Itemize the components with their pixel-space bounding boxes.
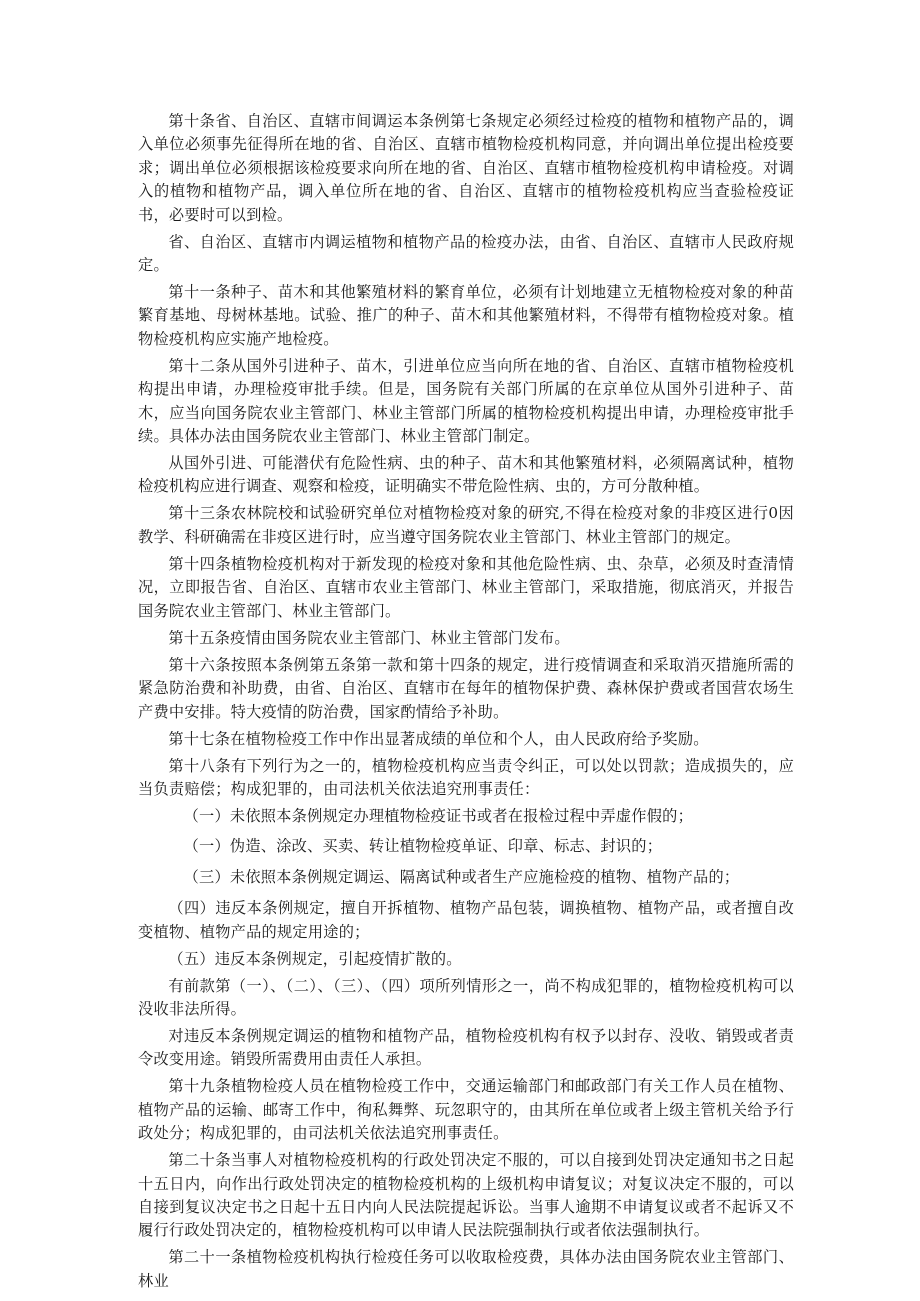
article-18-item-2: （一）伪造、涂改、买卖、转让植物检疫单证、印章、标志、封识的；	[183, 837, 663, 856]
article-18-item-1: （一）未依照本条例规定办理植物检疫证书或者在报检过程中弄虚作假的；	[183, 806, 694, 825]
article-18-paragraph: 第十八条有下列行为之一的，植物检疫机构应当责令纠正，可以处以罚款；造成损失的，应当负责赔偿；构成犯罪的，由司法机关依法追究刑事责任：	[138, 756, 794, 798]
article-14-paragraph: 第十四条植物检疫机构对于新发现的检疫对象和其他危险性病、虫、杂草，必须及时查清情况，立即报告省、自治区、直辖市农业主管部门、林业主管部门，采取措施，彻底消灭，并报告国务院农业主管部门、林业主管部门。	[138, 554, 794, 620]
article-13-paragraph: 第十三条农林院校和试验研究单位对植物检疫对象的研究,不得在检疫对象的非疫区进行0因教学、科研确需在非疫区进行时，应当遵守国务院农业主管部门、林业主管部门的规定。	[138, 504, 794, 546]
article-10-paragraph: 第十条省、自治区、直辖市间调运本条例第七条规定必须经过检疫的植物和植物产品的，调入单位必须事先征得所在地的省、自治区、直辖市植物检疫机构同意，并向调出单位提出检疫要求；调出单位必须根据该检疫要求向所在地的省、自治区、直辖市植物检疫机构申请检疫。对调入的植物和植物产品，调入单位所在地的省、自治区、直辖市的植物检疫机构应当查验检疫证书，必要时可以到检。	[138, 112, 794, 224]
article-18-item-3: （三）未依照本条例规定调运、隔离试种或者生产应施检疫的植物、植物产品的；	[183, 867, 740, 886]
article-18-seizure-paragraph: 对违反本条例规定调运的植物和植物产品，植物检疫机构有权予以封存、没收、销毁或者责令改变用途。销毁所需费用由责任人承担。	[138, 1026, 794, 1069]
article-15-paragraph: 第十五条疫情由国务院农业主管部门、林业主管部门发布。	[168, 628, 570, 647]
article-12-quarantine-paragraph: 从国外引进、可能潜伏有危险性病、虫的种子、苗木和其他繁殖材料，必须隔离试种，植物检疫机构应进行调查、观察和检疫，证明确实不带危险性病、虫的，方可分散种植。	[138, 454, 794, 496]
article-18-item-4: （四）违反本条例规定，擅自开拆植物、植物产品包装，调换植物、植物产品，或者擅自改变植物、植物产品的规定用途的；	[138, 899, 794, 941]
article-16-paragraph: 第十六条按照本条例第五条第一款和第十四条的规定，进行疫情调查和采取消灭措施所需的紧急防治费和补助费，由省、自治区、直辖市在每年的植物保护费、森林保护费或者国营农场生产费中安排。特大疫情的防治费，国家酌情给予补助。	[138, 655, 794, 721]
document-body	[138, 110, 794, 1297]
article-10-provincial-paragraph: 省、自治区、直辖市内调运植物和植物产品的检疫办法，由省、自治区、直辖市人民政府规定。	[138, 232, 794, 275]
article-17-paragraph: 第十七条在植物检疫工作中作出显著成绩的单位和个人，由人民政府给予奖励。	[168, 729, 709, 748]
article-20-paragraph: 第二十条当事人对植物检疫机构的行政处罚决定不服的，可以自接到处罚决定通知书之日起十五日内，向作出行政处罚决定的植物检疫机构的上级机构申请复议；对复议决定不服的，可以自接到复议决定书之日起十五日内向人民法院提起诉讼。当事人逾期不申请复议或者不起诉又不履行行政处罚决定的，植物检疫机构可以申请人民法院强制执行或者依法强制执行。	[138, 1151, 794, 1240]
article-18-confiscation-paragraph: 有前款第（一）、（二）、（三）、（四）项所列情形之一，尚不构成犯罪的，植物检疫机构可以没收非法所得。	[138, 976, 794, 1018]
article-11-paragraph: 第十一条种子、苗木和其他繁殖材料的繁育单位，必须有计划地建立无植物检疫对象的种苗繁育基地、母树林基地。试验、推广的种子、苗木和其他繁殖材料，不得带有植物检疫对象。植物检疫机构应实施产地检疫。	[138, 283, 794, 348]
article-21-paragraph: 第二十一条植物检疫机构执行检疫任务可以收取检疫费，具体办法由国务院农业主管部门、林业	[138, 1248, 794, 1290]
article-19-paragraph: 第十九条植物检疫人员在植物检疫工作中，交通运输部门和邮政部门有关工作人员在植物、植物产品的运输、邮寄工作中，徇私舞弊、玩忽职守的，由其所在单位或者上级主管机关给予行政处分；构成犯罪的，由司法机关依法追究刑事责任。	[138, 1077, 794, 1143]
article-12-paragraph: 第十二条从国外引进种子、苗木，引进单位应当向所在地的省、自治区、直辖市植物检疫机构提出申请，办理检疫审批手续。但是，国务院有关部门所属的在京单位从国外引进种子、苗木，应当向国务院农业主管部门、林业主管部门所属的植物检疫机构提出申请，办理检疫审批手续。具体办法由国务院农业主管部门、林业主管部门制定。	[138, 356, 794, 446]
article-18-item-5: （五）违反本条例规定，引起疫情扩散的。	[168, 949, 462, 968]
